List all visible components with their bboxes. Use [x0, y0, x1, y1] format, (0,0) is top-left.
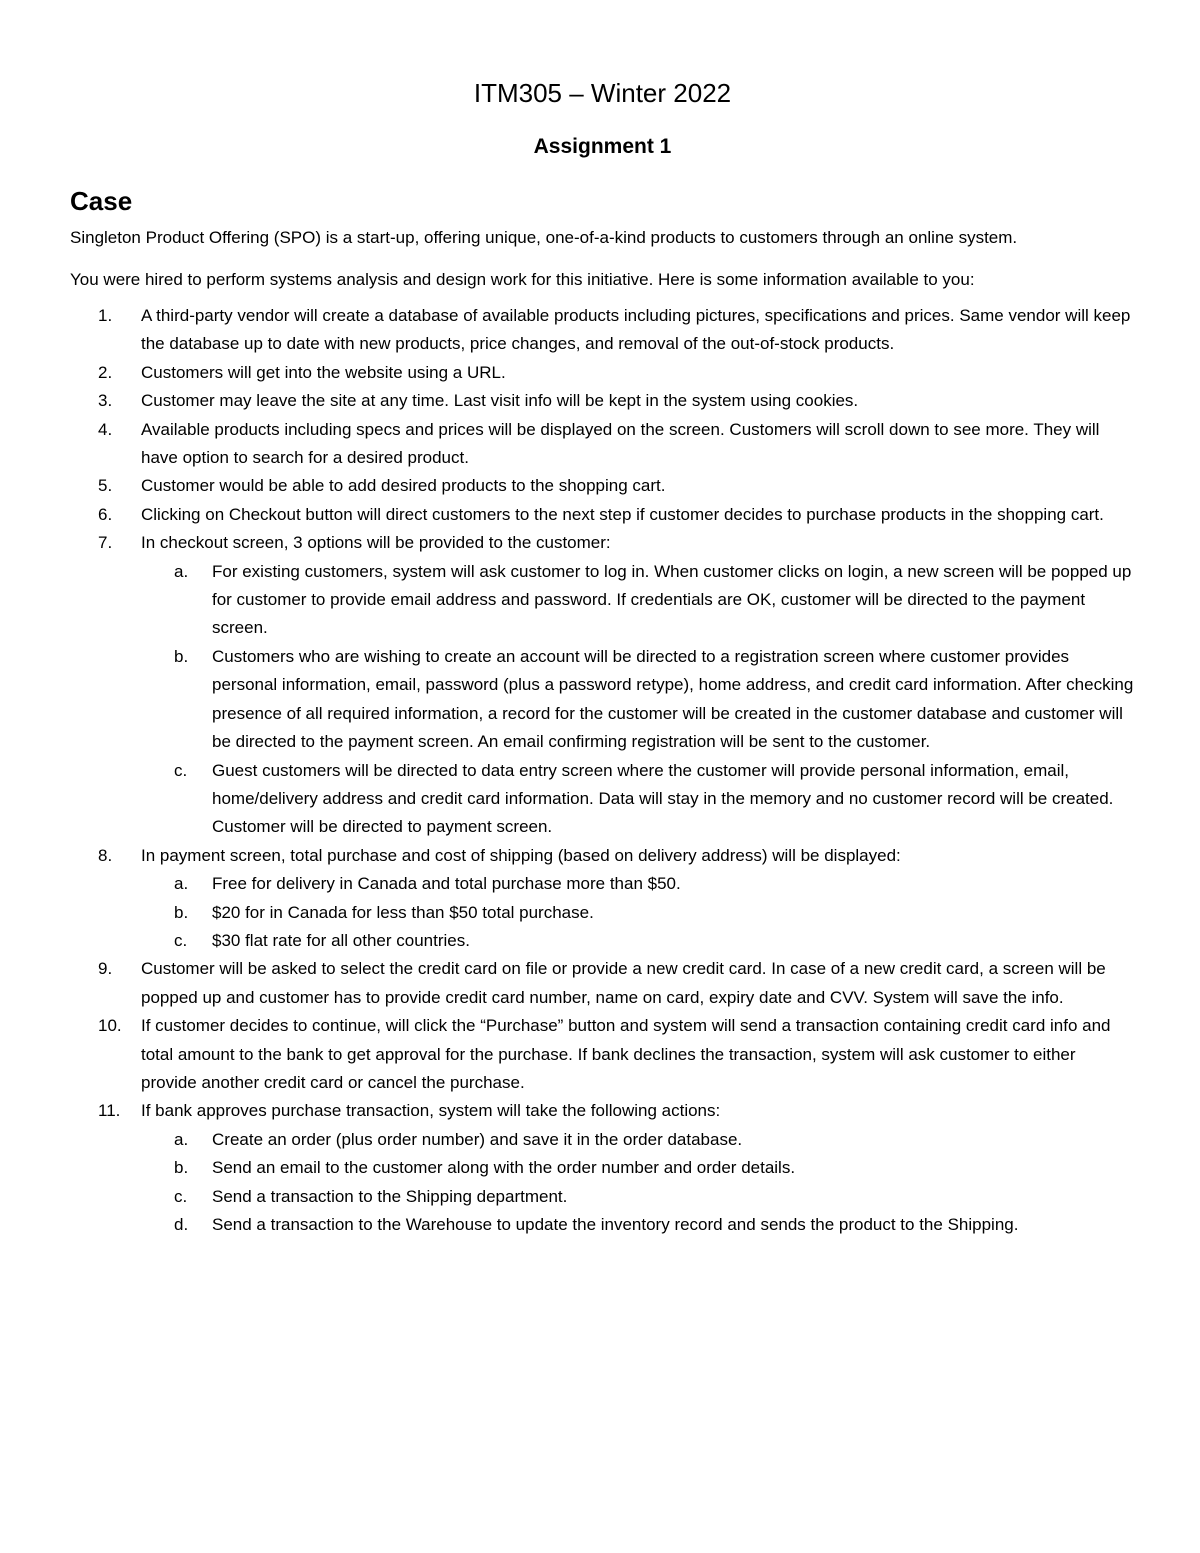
document-subtitle: Assignment 1: [533, 135, 672, 158]
list-item-number: [96, 842, 136, 870]
sub-list-item-text: Create an order (plus order number) and save it in the order database.: [212, 1129, 743, 1149]
list-item-text: Customer will be asked to select the credit card on file or provide a new credit card. In case of a new credit card, a screen will be popped up and customer has to provide credit card number, name on card, expiry date and CVV. System will save the info.: [141, 959, 1106, 1007]
list-item-number: [96, 955, 136, 983]
list-item-number-label: 11.: [98, 1101, 121, 1121]
sub-list-item-text: Send a transaction to the Shipping department.: [212, 1186, 568, 1206]
list-item-number-label: 4.: [98, 419, 113, 439]
list-item-number: [96, 1097, 136, 1125]
sub-list-item: [141, 757, 1135, 842]
sub-list-item-text: $20 for in Canada for less than $50 total purchase.: [212, 902, 594, 922]
sub-list-item-text: $30 flat rate for all other countries.: [212, 930, 470, 950]
list-item-text: If bank approves purchase transaction, system will take the following actions:: [141, 1101, 721, 1121]
list-item-text: If customer decides to continue, will click the “Purchase” button and system will send a transaction containing credit card info and total amount to the bank to get approval for the purchase. If bank declines the transaction, system will ask customer to either provide another credit card or cancel the purchase.: [141, 1016, 1111, 1092]
sub-list-item-text: Send a transaction to the Warehouse to update the inventory record and sends the product to the Shipping.: [212, 1215, 1019, 1234]
list-item-number-label: 10.: [98, 1016, 122, 1036]
list-item-text: Clicking on Checkout button will direct customers to the next step if customer decides to purchase products in the shopping cart.: [141, 504, 1104, 524]
list-item-number: [96, 359, 136, 387]
list-item: [70, 955, 1135, 1012]
list-item: [70, 529, 1135, 841]
intro-paragraph: You were hired to perform systems analysis and design work for this initiative. Here is some information available to you:: [70, 270, 975, 289]
list-item-number-label: 1.: [98, 306, 113, 325]
sub-list-item: [141, 643, 1135, 757]
list-item-text: Customers will get into the website using a URL.: [141, 362, 506, 382]
sub-list-item-letter: b.: [174, 646, 189, 666]
sub-list-item: [141, 899, 1135, 927]
sub-list-item-text: Free for delivery in Canada and total purchase more than $50.: [212, 874, 681, 894]
sub-list-item: [141, 558, 1135, 643]
list-item-number: [96, 302, 136, 330]
list-item-text: A third-party vendor will create a database of available products including pictures, specifications and prices. Same vendor will keep the database up to date with new products, price changes, and removal of the out-of-stock products.: [141, 306, 1131, 354]
list-item: [70, 416, 1135, 473]
list-item-number-label: 5.: [98, 476, 113, 496]
sub-list-item: [141, 1183, 1135, 1211]
sub-list-item-letter: c.: [174, 1186, 188, 1206]
list-item-text: In checkout screen, 3 options will be provided to the customer:: [141, 533, 611, 553]
sub-list: [141, 870, 1135, 955]
sub-list-item-text: For existing customers, system will ask customer to log in. When customer clicks on login, a new screen will be popped up for customer to provide email address and password. If credentials are OK, customer will be directed to the payment screen.: [212, 561, 1132, 638]
sub-list-item-letter: b.: [174, 1158, 189, 1178]
list-item-number: [96, 529, 136, 557]
list-item: [70, 387, 1135, 415]
sub-list: [141, 558, 1135, 842]
list-item-number-label: 9.: [98, 959, 113, 979]
sub-list-item: [141, 1211, 1135, 1239]
list-item: [70, 472, 1135, 500]
list-item: [70, 302, 1135, 359]
sub-list: [141, 1126, 1135, 1240]
numbered-list: [70, 302, 1135, 1239]
list-item: [70, 842, 1135, 956]
list-item: [70, 501, 1135, 529]
intro-paragraph: Singleton Product Offering (SPO) is a start-up, offering unique, one-of-a-kind products to customers through an online system.: [70, 228, 1018, 247]
sub-list-item-text: Guest customers will be directed to data entry screen where the customer will provide personal information, email, home/delivery address and credit card information. Data will stay in the memory and no customer record will be created. Customer will be directed to payment screen.: [212, 760, 1114, 837]
sub-list-item: [141, 1154, 1135, 1182]
list-item-number-label: 3.: [98, 391, 113, 411]
sub-list-item-text: Customers who are wishing to create an account will be directed to a registration screen where customer provides personal information, email, password (plus a password retype), home address, and credit card information. After checking presence of all required information, a record for the customer will be created in the customer database and customer will be directed to the payment screen. An email confirming registration will be sent to the customer.: [212, 646, 1134, 752]
sub-list-item: [141, 1126, 1135, 1154]
sub-list-item-letter: a.: [174, 561, 189, 581]
sub-list-item-letter: a.: [174, 1129, 189, 1149]
list-item-number: [96, 501, 136, 529]
list-item-number-label: 6.: [98, 504, 113, 524]
sub-list-item-letter: a.: [174, 874, 189, 894]
list-item: [70, 359, 1135, 387]
list-item-text: In payment screen, total purchase and cost of shipping (based on delivery address) will be displayed:: [141, 845, 901, 865]
list-item: [70, 1097, 1135, 1239]
section-heading: Case: [70, 186, 133, 216]
list-item-number-label: 7.: [98, 533, 113, 553]
list-item-text: Customer may leave the site at any time. Last visit info will be kept in the system using cookies.: [141, 391, 859, 411]
list-item-number-label: 8.: [98, 845, 113, 865]
list-item-number: [96, 1012, 136, 1040]
sub-list-item-letter: b.: [174, 902, 189, 922]
document-title: ITM305 – Winter 2022: [473, 78, 732, 108]
sub-list-item-text: Send an email to the customer along with the order number and order details.: [212, 1158, 796, 1178]
list-item-number: [96, 416, 136, 444]
list-item-number: [96, 387, 136, 415]
sub-list-item: [141, 870, 1135, 898]
sub-list-item: [141, 927, 1135, 955]
list-item: [70, 1012, 1135, 1097]
sub-list-item-letter: c.: [174, 760, 188, 780]
list-item-number: [96, 472, 136, 500]
document-page: [70, 78, 1135, 1239]
sub-list-item-letter: c.: [174, 930, 188, 950]
list-item-text: Customer would be able to add desired products to the shopping cart.: [141, 476, 666, 496]
list-item-number-label: 2.: [98, 362, 113, 382]
list-item-text: Available products including specs and prices will be displayed on the screen. Customers will scroll down to see more. They will have option to search for a desired product.: [141, 419, 1100, 468]
sub-list-item-letter: d.: [174, 1215, 189, 1234]
